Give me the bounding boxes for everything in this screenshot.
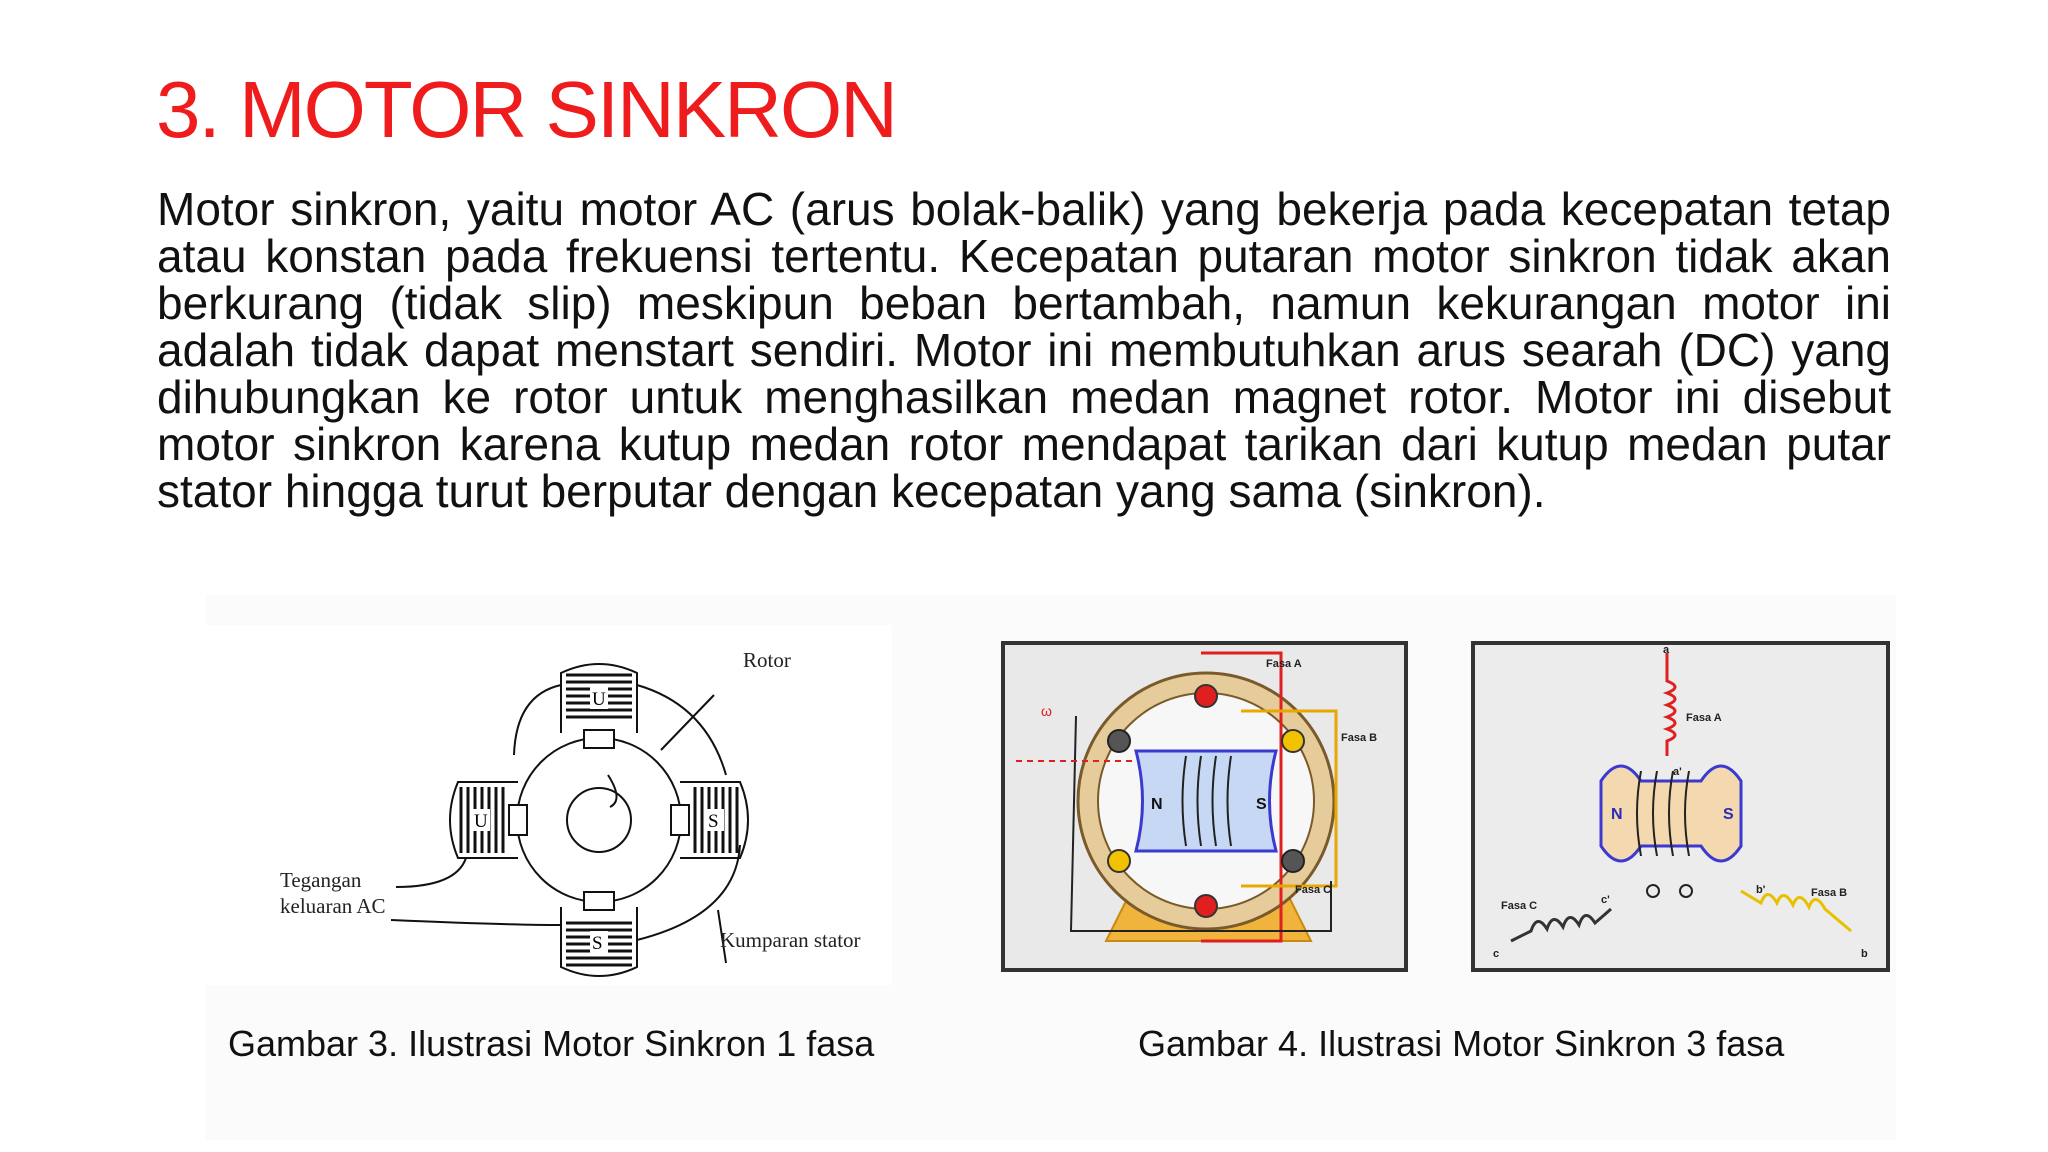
- terminal-a-prime-label: a': [1673, 766, 1682, 778]
- pole-label-top: U: [592, 689, 606, 710]
- terminal-c-prime-label: c': [1601, 894, 1610, 906]
- figure-4-three-phase-schematic: [1471, 641, 1890, 972]
- figure-3-diagram: [206, 625, 892, 985]
- terminal-a: [1195, 685, 1217, 707]
- figure-3-caption: Gambar 3. Ilustrasi Motor Sinkron 1 fasa: [228, 1023, 875, 1064]
- stator-ring: [517, 738, 681, 902]
- figure-4-caption: Gambar 4. Ilustrasi Motor Sinkron 3 fasa: [1138, 1023, 1785, 1064]
- wire-1: [514, 685, 561, 755]
- terminal-b-label: b: [1861, 948, 1868, 960]
- pole-n-label: N: [1611, 806, 1623, 823]
- pole-label-right: S: [708, 811, 719, 832]
- figure-3-single-phase-motor: [206, 625, 892, 985]
- pole-s-label: S: [1723, 806, 1734, 823]
- rotor-arrow: [661, 695, 714, 750]
- terminal-b: [1282, 730, 1304, 752]
- terminal-b-prime-label: b': [1756, 884, 1766, 896]
- fasa-c-label: Fasa C: [1501, 900, 1538, 912]
- figure-4-three-phase-motor-section: [1001, 641, 1408, 972]
- figure-4b-diagram: [1471, 641, 1890, 972]
- fasa-a-label: Fasa A: [1686, 712, 1722, 724]
- fasa-b-label: Fasa B: [1811, 887, 1848, 899]
- terminal-c-label: c: [1493, 948, 1500, 960]
- terminal-b-prime: [1108, 850, 1130, 872]
- rotor-label: Rotor: [743, 648, 791, 672]
- slide-title: 3. MOTOR SINKRON: [156, 65, 896, 154]
- fasa-b-label: Fasa B: [1341, 732, 1378, 744]
- pole-label-bottom: S: [592, 933, 603, 954]
- pole-label-left: U: [474, 811, 488, 832]
- tegangan-label-line2: keluaran AC: [280, 894, 386, 918]
- pole-n-label: N: [1151, 796, 1163, 813]
- terminal-c: [1108, 730, 1130, 752]
- wire-3: [396, 858, 466, 887]
- terminal-a-label: a: [1663, 644, 1670, 656]
- omega-label: ω: [1041, 703, 1052, 719]
- fasa-c-label: Fasa C: [1295, 884, 1332, 896]
- fasa-a-label: Fasa A: [1266, 658, 1302, 670]
- wire-4: [391, 920, 561, 925]
- terminal-c-prime: [1282, 850, 1304, 872]
- body-paragraph: Motor sinkron, yaitu motor AC (arus bolak-balik) yang bekerja pada kecepatan tetap atau konstan pada frekuensi tertentu. Kecepatan putaran motor sinkron tidak akan berkurang (tidak slip) meskipun beban bertambah, namun kekurangan motor ini adalah tidak dapat menstart sendiri. Motor ini membutuhkan arus searah (DC) yang dihubungkan ke rotor untuk menghasilkan medan magnet rotor. Motor ini disebut motor sinkron karena kutup medan rotor mendapat tarikan dari kutup medan putar stator hingga turut berputar dengan kecepatan yang sama (sinkron).: [157, 183, 1891, 517]
- figure-4a-diagram: [1001, 641, 1408, 972]
- tegangan-label-line1: Tegangan: [280, 868, 362, 892]
- kumparan-stator-label: Kumparan stator: [720, 928, 861, 952]
- terminal-a-prime: [1195, 895, 1217, 917]
- pole-s-label: S: [1256, 796, 1267, 813]
